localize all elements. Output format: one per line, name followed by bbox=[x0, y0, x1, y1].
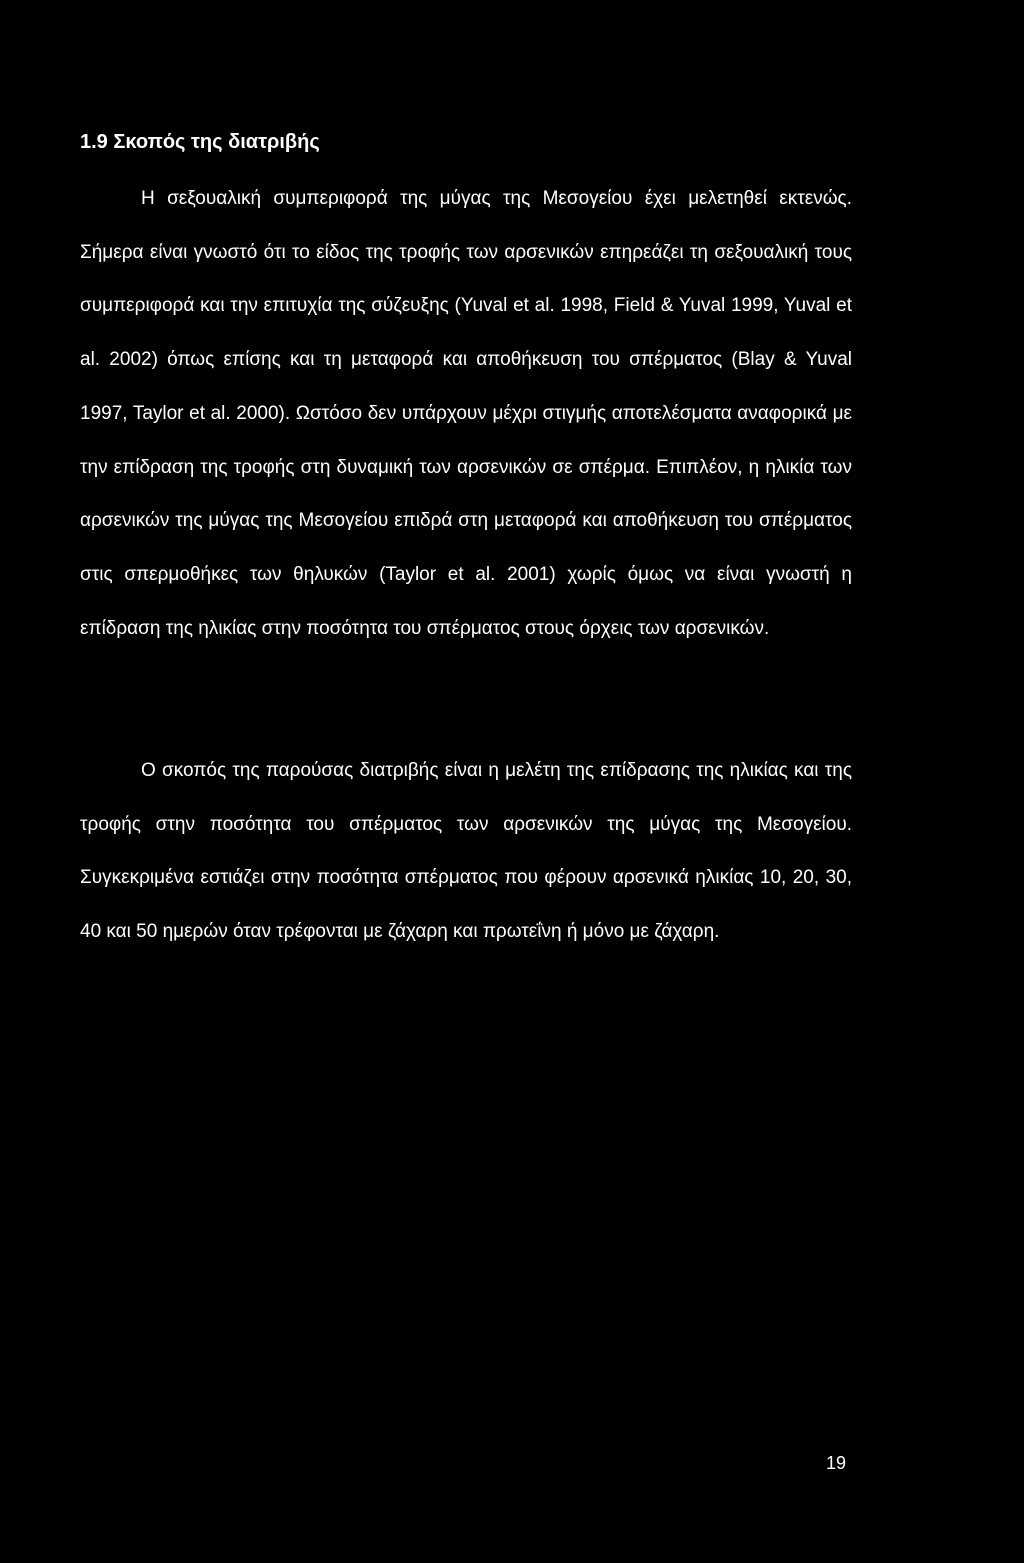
paragraph-1: Η σεξουαλική συμπεριφορά της μύγας της Μεσογείου έχει μελετηθεί εκτενώς. Σήμερα είναι γνωστό ότι το είδος της τροφής των αρσενικών επηρεάζει τη σεξουαλική τους συμπεριφορά και την επιτυχία της σύζευξης (Yuval et al. 1998, Field & Yuval 1999, Yuval et al. 2002) όπως επίσης και τη μεταφορά και αποθήκευση του σπέρματος (Blay & Yuval 1997, Taylor et al. 2000). Ωστόσο δεν υπάρχουν μέχρι στιγμής αποτελέσματα αναφορικά με την επίδραση της τροφής στη δυναμική των αρσενικών σε σπέρμα. Επιπλέον, η ηλικία των αρσενικών της μύγας της Μεσογείου επιδρά στη μεταφορά και αποθήκευση του σπέρματος στις σπερμοθήκες των θηλυκών (Taylor et al. 2001) χωρίς όμως να είναι γνωστή η επίδραση της ηλικίας στην ποσότητα του σπέρματος στους όρχεις των αρσενικών. bbox=[80, 188, 852, 639]
paragraph-2: Ο σκοπός της παρούσας διατριβής είναι η μελέτη της επίδρασης της ηλικίας και της τροφής στην ποσότητα του σπέρματος των αρσενικών της μύγας της Μεσογείου. Συγκεκριμένα εστιάζει στην ποσότητα σπέρματος που φέρουν αρσενικά ηλικίας 10, 20, 30, 40 και 50 ημερών όταν τρέφονται με ζάχαρη και πρωτεΐνη ή μόνο με ζάχαρη. bbox=[80, 760, 852, 943]
section-heading: 1.9 Σκοπός της διατριβής bbox=[80, 131, 320, 153]
page-number: 19 bbox=[826, 1453, 847, 1473]
